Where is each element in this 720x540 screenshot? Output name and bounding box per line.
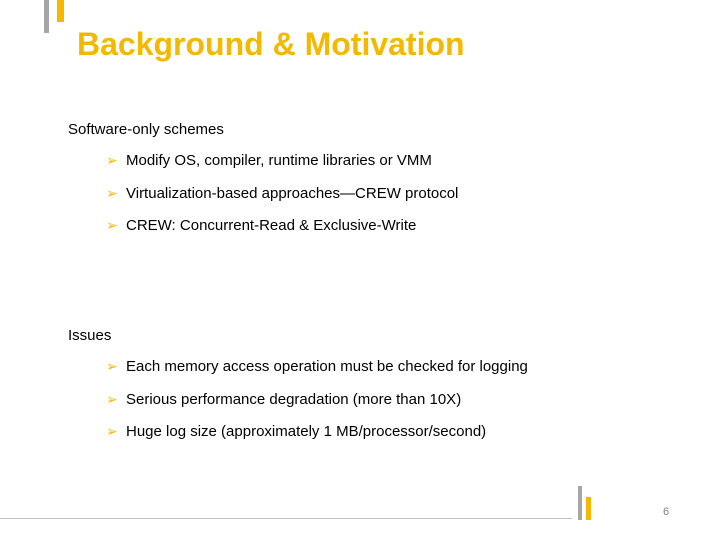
list-item [106,391,528,424]
list-item [106,152,458,185]
page-number: 6 [663,506,670,518]
bullet-text: Modify OS, compiler, runtime libraries or VMM [126,152,432,169]
arrow-bullet-icon: ➢ [106,218,118,234]
bullet-text: Each memory access operation must be checked for logging [126,358,528,375]
bottom-accent-bar-gray [578,486,582,520]
arrow-bullet-icon: ➢ [106,359,118,375]
bottom-accent-bar-gold [586,497,591,520]
list-item [106,185,458,218]
bullet-list-issues [106,358,528,456]
arrow-bullet-icon: ➢ [106,391,118,408]
top-accent-bar-gray [44,0,49,33]
top-accent-bar-gold [57,0,64,22]
footer-divider [0,518,572,519]
slide-title: Background & Motivation [77,26,465,62]
bullet-text: Huge log size (approximately 1 MB/processor/second) [126,423,487,440]
bullet-text: Virtualization-based approaches—CREW protocol [126,184,459,202]
bullet-text: CREW: Concurrent-Read & Exclusive-Write [126,217,417,234]
section-heading-issues: Issues [68,327,112,344]
bullet-text: Serious performance degradation (more than 10X) [126,390,462,408]
list-item [106,358,528,391]
bullet-list-software-only [106,152,458,250]
arrow-bullet-icon: ➢ [106,424,118,440]
arrow-bullet-icon: ➢ [106,185,118,202]
list-item [106,217,458,250]
arrow-bullet-icon: ➢ [106,153,118,169]
list-item [106,423,528,456]
section-heading-software-only: Software-only schemes [68,121,224,138]
